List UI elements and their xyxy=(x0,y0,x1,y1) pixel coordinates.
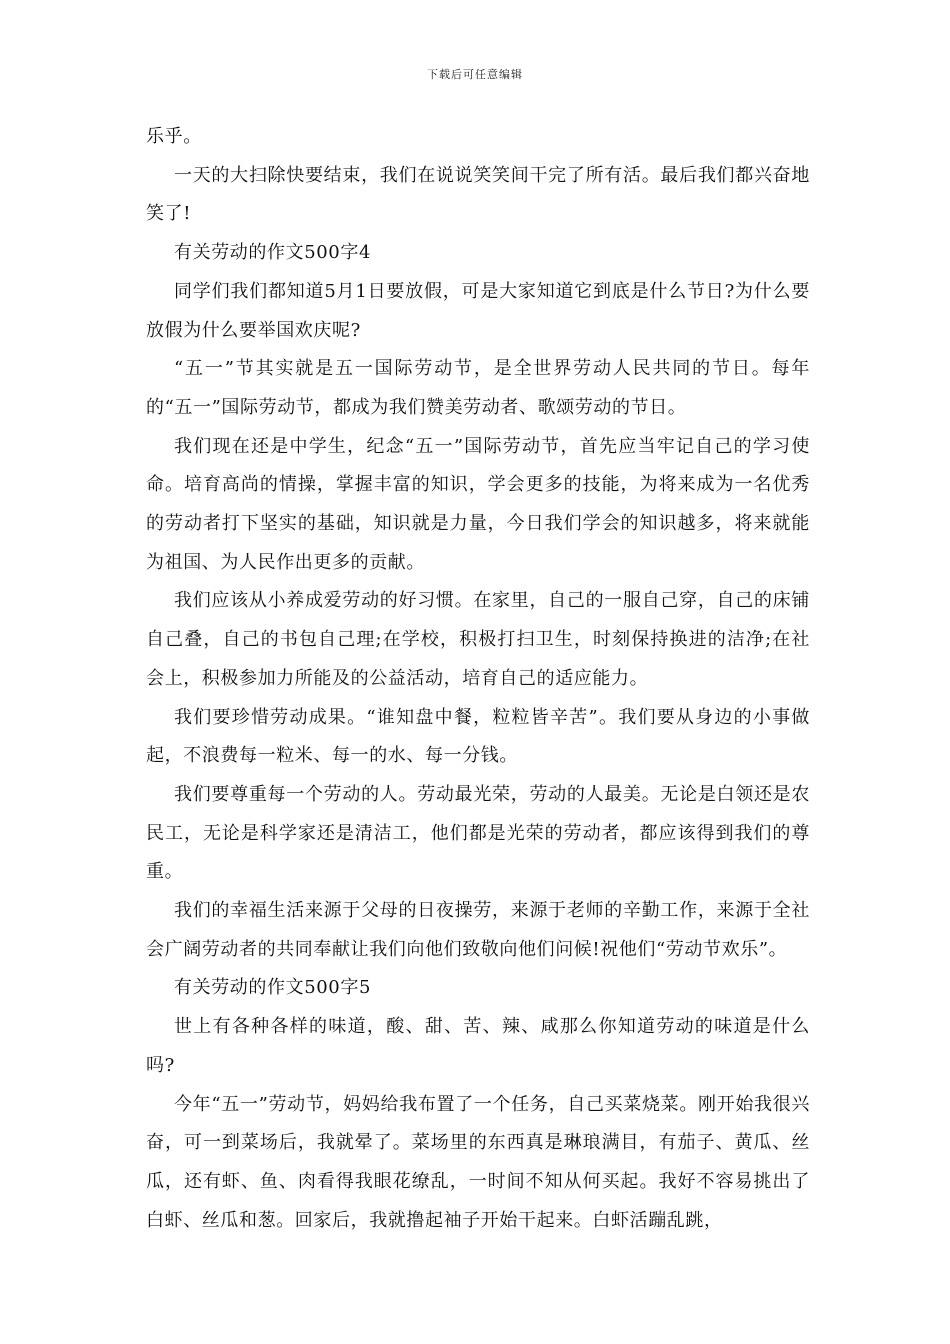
paragraph: 我们要尊重每一个劳动的人。劳动最光荣，劳动的人最美。无论是白领还是农民工，无论是科学家还是清洁工，他们都是光荣的劳动者，都应该得到我们的尊重。 xyxy=(146,783,810,883)
paragraph: 乐乎。 xyxy=(146,126,202,147)
paragraph: 我们要珍惜劳动成果。“谁知盘中餐，粒粒皆辛苦”。我们要从身边的小事做起，不浪费每一粒米、每一的水、每一分钱。 xyxy=(146,706,810,767)
paragraph: 同学们我们都知道5月1日要放假，可是大家知道它到底是什么节日?为什么要放假为什么要举国欢庆呢? xyxy=(146,280,810,341)
paragraph: 我们应该从小养成爱劳动的好习惯。在家里，自己的一服自己穿，自己的床铺自己叠，自己的书包自己理;在学校，积极打扫卫生，时刻保持换进的洁净;在社会上，积极参加力所能及的公益活动，培育自己的适应能力。 xyxy=(146,590,810,689)
section-heading: 有关劳动的作文500字5 xyxy=(174,977,372,999)
section-heading: 有关劳动的作文500字4 xyxy=(174,242,372,264)
paragraph: 我们的幸福生活来源于父母的日夜操劳，来源于老师的辛勤工作，来源于全社会广阔劳动者的共同奉献让我们向他们致敬向他们问候!祝他们“劳动节欢乐”。 xyxy=(146,900,810,960)
paragraph: “五一”节其实就是五一国际劳动节，是全世界劳动人民共同的节日。每年的“五一”国际劳动节，都成为我们赞美劳动者、歌颂劳动的节日。 xyxy=(146,358,810,418)
page-header: 下载后可任意编辑 xyxy=(427,68,523,81)
paragraph: 世上有各种各样的味道，酸、甜、苦、辣、咸那么你知道劳动的味道是什么吗? xyxy=(146,1016,810,1076)
paragraph: 我们现在还是中学生，纪念“五一”国际劳动节，首先应当牢记自己的学习使命。培育高尚的情操，掌握丰富的知识，学会更多的技能，为将来成为一名优秀的劳动者打下坚实的基础，知识就是力量，今日我们学会的知识越多，将来就能为祖国、为人民作出更多的贡献。 xyxy=(146,435,810,573)
document-body xyxy=(146,118,810,1240)
paragraph: 今年“五一”劳动节，妈妈给我布置了一个任务，自己买菜烧菜。刚开始我很兴奋，可一到菜场后，我就晕了。菜场里的东西真是琳琅满目，有茄子、黄瓜、丝瓜，还有虾、鱼、肉看得我眼花缭乱，一时间不知从何买起。我好不容易挑出了白虾、丝瓜和葱。回家后，我就撸起袖子开始干起来。白虾活蹦乱跳， xyxy=(146,1093,810,1231)
paragraph: 一天的大扫除快要结束，我们在说说笑笑间干完了所有活。最后我们都兴奋地笑了! xyxy=(146,164,810,225)
